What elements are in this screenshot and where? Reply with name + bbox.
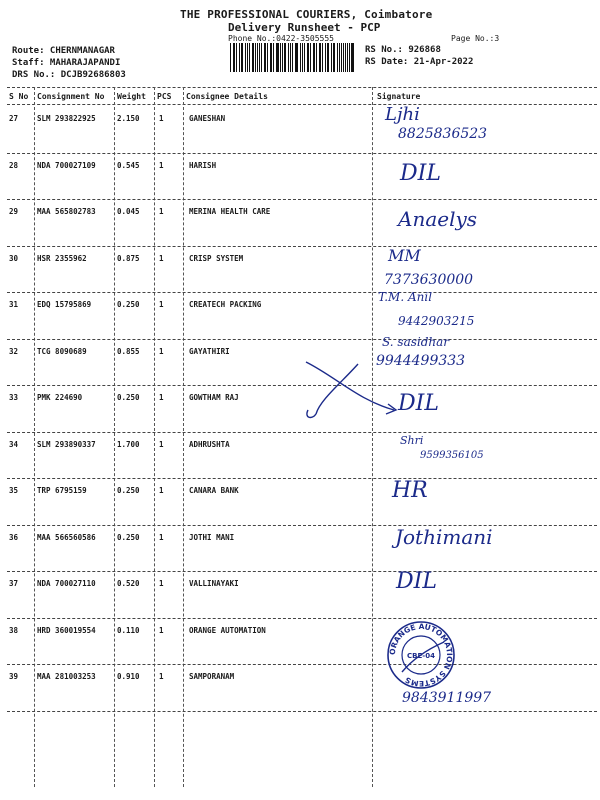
cell-consignment: SLM 293890337 [37,439,96,449]
cell-consignee: CRISP SYSTEM [189,253,244,263]
column-divider [154,87,155,787]
cell-consignee: HARISH [189,160,217,170]
cell-weight: 0.250 [117,300,140,309]
cell-pcs: 1 [159,346,164,356]
header-consignee: Consignee Details [186,92,268,101]
header-sno: S No [9,92,29,101]
row-divider [7,664,597,665]
cell-weight: 0.545 [117,160,140,170]
row-divider [7,711,597,712]
table-header-rule [7,104,597,105]
cell-consignment: TRP 6795159 [37,486,87,495]
cell-sno: 36 [9,532,19,542]
cell-sno: 33 [9,393,19,402]
handwritten-phone-number: 9442903215 [398,314,475,328]
cell-consignment: MAA 281003253 [37,672,96,681]
cell-weight: 0.110 [117,625,140,635]
barcode-bar [343,43,344,72]
cell-pcs: 1 [159,532,164,542]
cell-weight: 0.875 [117,253,140,263]
cell-consignment: NDA 700027109 [37,160,96,170]
table-top-rule [7,87,597,88]
header-weight: Weight [117,92,146,101]
barcode-bar [316,43,317,72]
cell-consignment: SLM 293822925 [37,114,96,123]
cell-sno: 31 [9,300,19,309]
barcode-bar [310,43,311,72]
cell-sno: 37 [9,579,19,588]
barcode-bar [273,43,274,72]
handwritten-phone-number: 9944499333 [376,352,466,369]
cell-weight: 0.910 [117,672,140,681]
stamp-ring-text: ORANGE AUTOMATION SYSTEMS [387,621,455,689]
barcode-bar [242,43,243,72]
cell-weight: 0.855 [117,346,140,356]
cell-sno: 27 [9,114,19,123]
cell-consignee: ORANGE AUTOMATION [189,625,266,635]
header-signature: Signature [377,92,421,101]
cell-weight: 0.250 [117,486,140,495]
barcode-bar [331,43,332,72]
barcode-bar [314,43,315,72]
barcode-bar [349,43,350,72]
barcode-bar [297,43,298,72]
cell-weight: 0.250 [117,393,140,402]
signature-handwriting: Ljhi [385,104,420,125]
barcode-bar [271,43,272,72]
cell-consignee: JOTHI MANI [189,532,235,542]
cell-pcs: 1 [159,672,164,681]
column-divider [114,87,115,787]
signature-handwriting: DIL [400,160,441,186]
cell-consignment: TCG 8090689 [37,346,87,356]
barcode-bar [288,43,289,72]
handwritten-phone-number: 9843911997 [402,690,492,706]
cell-weight: 0.520 [117,579,140,588]
drs-number: DRS No.: DCJB92686803 [12,70,126,80]
handwritten-phone-number: 7373630000 [384,271,474,288]
cell-consignment: HSR 2355962 [37,253,87,263]
barcode-bar [325,43,326,72]
cell-weight: 1.700 [117,439,140,449]
barcode-bar [282,43,283,72]
cell-weight: 0.250 [117,532,140,542]
barcode-bar [261,43,262,72]
signature-handwriting: T.M. Anil [378,290,433,304]
cell-pcs: 1 [159,300,164,309]
cell-sno: 38 [9,625,19,635]
barcode-bar [337,43,338,72]
document-title: Delivery Runsheet - PCP [228,21,381,34]
signature-handwriting: DIL [396,569,437,594]
rs-number: RS No.: 926868 [365,45,441,55]
cell-sno: 29 [9,207,19,216]
barcode-image [230,43,356,72]
barcode-bar [253,43,254,72]
cell-pcs: 1 [159,160,164,170]
barcode-bar [259,43,260,72]
signature-handwriting: DIL [398,391,439,416]
cell-consignee: ADHRUSHTA [189,439,230,449]
cell-consignee: CANARA BANK [189,486,239,495]
cell-consignee: VALLINAYAKI [189,579,239,588]
company-stamp [386,620,456,690]
cell-sno: 28 [9,160,19,170]
stamp-center-text: CBE-04 [407,652,435,660]
barcode-bar [277,43,278,72]
barcode-bar [267,43,268,72]
barcode-bar [236,43,237,72]
signature-handwriting: Jothimani [395,524,493,549]
cell-sno: 39 [9,672,19,681]
cell-consignment: PMK 224690 [37,393,83,402]
row-divider [7,478,597,479]
page-number: Page No.:3 [451,34,500,43]
cell-pcs: 1 [159,625,164,635]
row-divider [7,153,597,154]
phone-number: Phone No.:0422-3505555 [228,34,334,43]
cell-pcs: 1 [159,207,164,216]
cell-pcs: 1 [159,253,164,263]
row-divider [7,339,597,340]
cell-consignment: HRD 360019554 [37,625,96,635]
cell-consignee: MERINA HEALTH CARE [189,207,271,216]
row-divider [7,199,597,200]
barcode-bar [300,43,301,72]
cell-consignment: MAA 565802783 [37,207,96,216]
column-divider [34,87,35,787]
cell-weight: 2.150 [117,114,140,123]
row-divider [7,571,597,572]
cell-sno: 30 [9,253,19,263]
row-divider [7,525,597,526]
signature-handwriting: Anaelys [398,207,478,231]
barcode-bar [322,43,323,72]
company-title: THE PROFESSIONAL COURIERS, Coimbatore [180,8,433,21]
cell-pcs: 1 [159,439,164,449]
cell-pcs: 1 [159,393,164,402]
column-divider [372,87,373,787]
signature-handwriting: MM [388,245,421,265]
cell-pcs: 1 [159,486,164,495]
cell-weight: 0.045 [117,207,140,216]
cell-consignment: EDQ 15795869 [37,300,92,309]
rs-date: RS Date: 21-Apr-2022 [365,57,474,67]
crossing-strokes [296,352,406,432]
barcode-bar [247,43,248,72]
cell-consignee: GOWTHAM RAJ [189,393,239,402]
cell-pcs: 1 [159,579,164,588]
staff-label: Staff: MAHARAJAPANDI [12,58,121,68]
cell-consignee: SAMPORANAM [189,672,235,681]
barcode-bar [304,43,305,72]
barcode-bar [241,43,242,72]
cell-sno: 35 [9,486,19,495]
cell-consignment: MAA 566560586 [37,532,96,542]
barcode-bar [352,43,353,72]
handwritten-phone-number: 8825836523 [398,126,488,142]
signature-handwriting: S. sasidhar [382,334,450,349]
handwritten-phone-number: 9599356105 [420,449,484,461]
cell-pcs: 1 [159,114,164,123]
cell-sno: 34 [9,439,19,449]
barcode-bar [339,43,340,72]
cell-consignee: GANESHAN [189,114,226,123]
signature-handwriting: HR [392,478,428,503]
header-consignment: Consignment No [37,92,105,101]
header-pcs: PCS [157,92,172,101]
cell-consignee: GAYATHIRI [189,346,230,356]
cell-consignment: NDA 700027110 [37,579,96,588]
signature-handwriting: Shri [400,433,424,447]
row-divider [7,618,597,619]
cell-consignee: CREATECH PACKING [189,300,262,309]
row-divider [7,292,597,293]
route-label: Route: CHERNMANAGAR [12,46,115,56]
barcode-bar [292,43,293,72]
barcode-bar [230,43,231,72]
column-divider [183,87,184,787]
row-divider [7,246,597,247]
cell-sno: 32 [9,346,19,356]
